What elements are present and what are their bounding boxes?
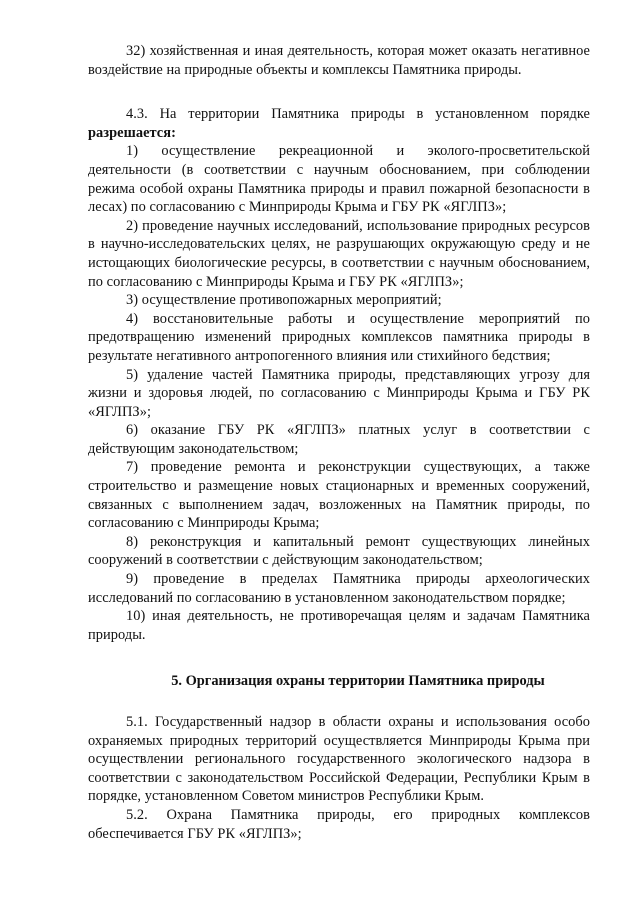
allowed-item-6: 6) оказание ГБУ РК «ЯГЛПЗ» платных услуг в соответствии с действующим законодательством; xyxy=(88,422,590,457)
section-5-2: 5.2. Охрана Памятника природы, его природных комплексов обеспечивается ГБУ РК «ЯГЛПЗ»; xyxy=(88,806,590,842)
allowed-item-2: 2) проведение научных исследований, использование природных ресурсов в научно-исследовательских целях, не разрушающих окружающую среду и не истощающих биологические ресурсы, в соответствии с научным обоснованием, по согласованию с Минприроды Крыма и ГБУ РК «ЯГЛПЗ»; xyxy=(88,217,590,290)
allowed-label: разрешается: xyxy=(88,124,176,141)
section-5-heading: 5. Организация охраны территории Памятника природы xyxy=(171,673,545,690)
allowed-item-3: 3) осуществление противопожарных мероприятий; xyxy=(126,292,442,309)
allowed-item-10: 10) иная деятельность, не противоречащая целям и задачам Памятника природы. xyxy=(88,608,590,643)
section-4-3-intro xyxy=(88,105,590,142)
allowed-item-8: 8) реконструкция и капитальный ремонт существующих линейных сооружений в соответствии с действующим законодательством; xyxy=(88,533,590,569)
document-page xyxy=(88,42,590,843)
allowed-item-4: 4) восстановительные работы и осуществление мероприятий по предотвращению изменений природных комплексов памятника природы в результате негативного антропогенного влияния или стихийного бедствия; xyxy=(88,310,590,364)
section-5-1: 5.1. Государственный надзор в области охраны и использования особо охраняемых природных территорий осуществляется Минприроды Крыма при осуществлении регионального государственного экологического надзора в соответствии с законодательством Российской Федерации, Республики Крым в порядке, установленном Советом министров Республики Крым. xyxy=(88,714,590,805)
allowed-item-5: 5) удаление частей Памятника природы, представляющих угрозу для жизни и здоровья людей, по согласованию с Минприроды Крыма и ГБУ РК «ЯГЛПЗ»; xyxy=(88,366,590,420)
clause-32: 32) хозяйственная и иная деятельность, которая может оказать негативное воздействие на природные объекты и комплексы Памятника природы. xyxy=(88,43,590,78)
allowed-item-7: 7) проведение ремонта и реконструкции существующих, а также строительство и размещение новых стационарных и временных сооружений, связанных с выполнением задач, возложенных на Памятник природы, по согласованию с Минприроды Крыма; xyxy=(88,459,590,532)
allowed-item-9: 9) проведение в пределах Памятника природы археологических исследований по согласованию в установленном законодательством порядке; xyxy=(88,571,590,606)
section-4-3-intro-text: 4.3. На территории Памятника природы в установленном порядке xyxy=(126,106,590,123)
allowed-item-1: 1) осуществление рекреационной и эколого-просветительской деятельности (в соответствии с научным обоснованием, при соблюдении режима особой охраны Памятника природы и правил пожарной безопасности в лесах) по согласованию с Минприроды Крыма и ГБУ РК «ЯГЛПЗ»; xyxy=(88,143,590,216)
